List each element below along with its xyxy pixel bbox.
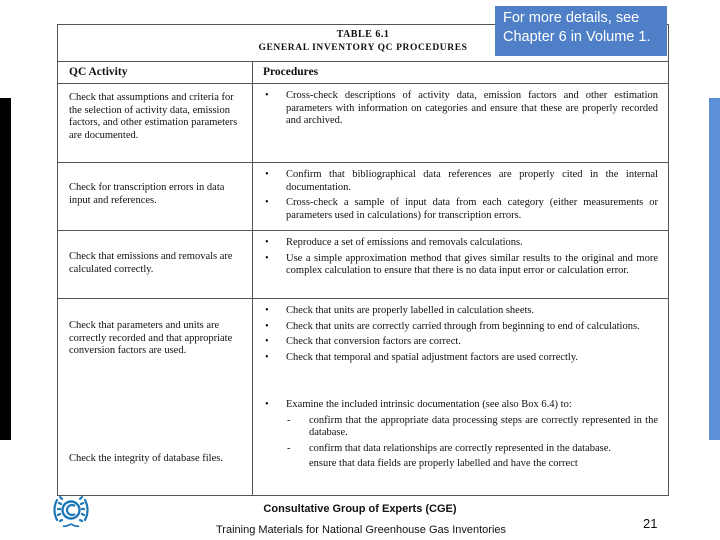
table-rule [58,61,668,62]
callout-line-2: Chapter 6 in Volume 1. [503,29,651,45]
dash-icon: - [287,414,291,426]
bullet-icon: • [265,237,269,248]
table-rule [58,83,668,84]
header-procedures: Procedures [263,66,319,78]
callout-line-1: For more details, see [503,10,640,26]
procedure-item: • Check that units are properly labelled in calculation sheets. [265,305,535,316]
bullet-icon: • [265,305,269,316]
dash-icon: - [287,442,291,454]
bullet-icon: • [265,252,269,264]
procedure-item: • Confirm that bibliographical data references are properly cited in the internal documentation. [265,169,658,193]
details-callout [495,6,667,56]
row-procedures [263,237,658,281]
footer-subtitle: Training Materials for National Greenhouse Gas Inventories [216,524,507,536]
table-title: TABLE 6.1 [336,29,390,40]
row-activity: Check the integrity of database files. [69,453,223,464]
procedure-item: • Check that conversion factors are correct. [265,336,461,347]
procedure-item: • Cross-check descriptions of activity data, emission factors and other estimation parameters with information on categories and ensure that these are properly recorded and archived. [265,90,658,126]
procedure-item: • Check that temporal and spatial adjustment factors are used correctly. [265,351,579,363]
footer-org: Consultative Group of Experts (CGE) [263,503,457,515]
procedure-continuation: ensure that data fields are properly labelled and have the correct [309,458,578,469]
procedure-sub-item: - confirm that the appropriate data processing steps are correctly represented in the database. [287,414,658,438]
procedure-item: • Use a simple approximation method that gives similar results to the original and more complex calculation to ensure that there is no data input error or calculation error. [265,252,658,276]
row-activity: Check that parameters and units are correctly recorded and that appropriate conversion factors are used. [69,320,233,356]
bullet-icon: • [265,336,269,347]
row-activity: Check that assumptions and criteria for the selection of activity data, emission factors, and other estimation parameters are documented. [69,92,238,141]
page-number: 21 [643,516,658,531]
row-procedures [263,305,658,367]
procedure-item: • Cross-check a sample of input data from each category (either measurements or parameters used in calculations) for transcription errors. [265,197,658,221]
bullet-icon: • [265,90,269,101]
table-rule [58,298,668,299]
row-procedures [263,399,658,471]
column-divider [252,61,253,495]
header-qc-activity: QC Activity [69,66,128,78]
bullet-icon: • [265,197,269,208]
row-activity: Check that emissions and removals are calculated correctly. [69,251,233,275]
table-rule [58,162,668,163]
right-edge-bar [709,98,720,440]
row-procedures [263,90,658,131]
procedure-sub-item: - confirm that data relationships are correctly represented in the database. [287,442,612,454]
procedure-item: • Reproduce a set of emissions and removals calculations. [265,237,523,248]
bullet-icon: • [265,320,269,332]
table-subtitle: GENERAL INVENTORY QC PROCEDURES [258,43,468,53]
left-edge-bar [0,98,11,440]
bullet-icon: • [265,169,269,180]
procedure-item: • Check that units are correctly carried through from beginning to end of calculations. [265,320,640,332]
bullet-icon: • [265,399,269,410]
table-rule [58,230,668,231]
row-activity: Check for transcription errors in data input and references. [69,182,225,206]
row-procedures [263,169,658,225]
qc-procedures-table [57,24,669,496]
procedure-item: • Examine the included intrinsic documentation (see also Box 6.4) to: [265,399,572,410]
bullet-icon: • [265,351,269,363]
